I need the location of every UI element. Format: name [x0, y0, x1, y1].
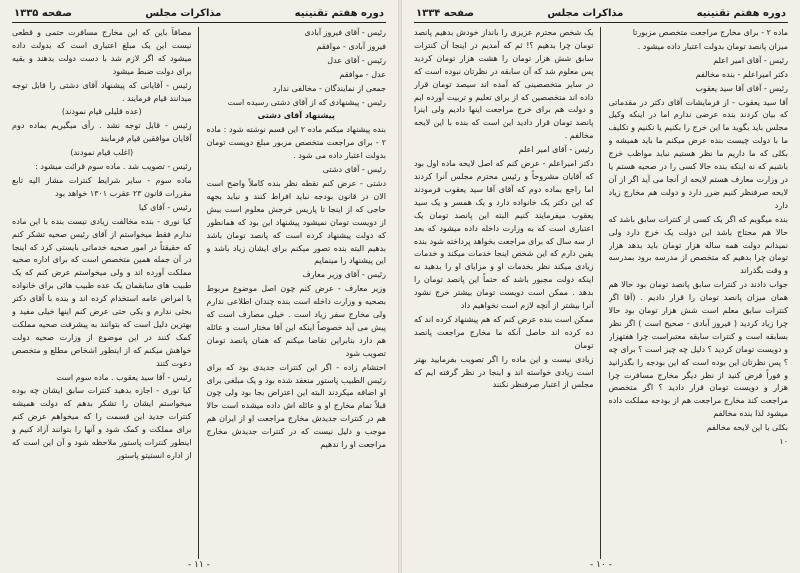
left-header-volume: دوره هفتم تقنینیه [294, 8, 384, 19]
right-page-columns [414, 27, 788, 559]
left-header-title: مذاکرات مجلس [145, 8, 222, 19]
paragraph: کیا نوری - اجازه بدهید کنترات سابق ایشان چه بوده میخواستم ایشان را تشکر بدهم که دولت همیشه کنترات جدید این قسمت را که میخواهم عرض کنم برای مملکت و کمک شود و آنها را بتوانند آزاد کنیم و اینطور کنترات پاستور ملاحظه شود و آن این است که از اداره انستیتو پاستور [12, 386, 192, 460]
paragraph: ماده ۲ - برای مخارج مراجعت متخصص مزبورتا [632, 28, 788, 37]
paragraph: دکتر امیراعلم - بنده مخالفم [695, 69, 788, 79]
paragraph: رئیس - آقای امیر اعلم [518, 145, 594, 155]
paragraph: ۱۰ [779, 437, 788, 447]
paragraph: بنده میگویم که اگر یک کسی از کنترات سابق باشد که حالا هم محتاج باشد این دولت یک خرج دارد ولی نمیدانم دولت همه ساله هزار تومان باید بدهد هزار تومان چرا بدهیم که متخصص از مدرسه برود بمدرسه و وقت بگذراند [608, 214, 788, 276]
paragraph: مصافاً باین که این مخارج مسافرت حتمی و قطعی نیست این یک مبلغ اعتباری است که بدولت داده میشود که اگر لازم شد با دست دولت بدهند و بقیه برای دولت ضبط میشود [12, 28, 192, 76]
paragraph: رئیس - آقایانی که پیشنهاد آقای دشتی را قابل توجه میدانند قیام فرمایند . [12, 80, 192, 103]
paragraph: رئیس - آقای فیروز آبادی [304, 28, 386, 37]
paragraph: رئیس - آقای آقا سید یعقوب [695, 83, 788, 93]
paragraph: عدل - موافقم [339, 69, 386, 79]
paragraph: رئیس - تصویب شد . ماده سوم قرائت میشود : [35, 162, 192, 172]
paragraph: رئیس - قابل توجه نشد . رأی میگیریم بماده دوم آقایان موافقین قیام فرمایند [12, 121, 192, 144]
left-page-header [12, 8, 386, 23]
left-page-columns [12, 27, 386, 559]
paragraph: میزان پانصد تومان بدولت اعتبار داده میشود . [637, 41, 788, 51]
paragraph: رئیس - آقای امیر اعلم [713, 55, 788, 65]
right-page-header [414, 8, 788, 23]
left-page-footer: - ۱۱ - [188, 560, 210, 570]
right-page-column-1 [609, 27, 789, 559]
paragraph: رئیس - آقا سید یعقوب . ماده سوم است [56, 372, 192, 382]
paragraph: رئیس - پیشنهادی که از آقای دشتی رسیده است [227, 97, 386, 107]
paragraph: کیا نوری - بنده مخالفت زیادی نیست بنده با این ماده ندارم فقط میخواستم از آقای رئیس صحیه تشکر کنم که حقیقتاً در امور صحیه خدماتی بایستی کرد که اینجا در آن جمله همین متخصص است که برای اداره صحیه مملکت آورده اند و ولی میخواستم عرض کنم که یک طبیب های سابقمان یک عده طبیب هائی برای خانواده یا امراض عامه استخدام کرده اند و بنده با آقای دکتر بحثی ندارم و یکی حتی عرض کنم اینها خیلی مفید و بهترین دلیل است که بتوانند به پیشرفت صحیه مملکت کمک کنند در این موضوع از وزارت صحیه دولت خواهش میکنم که از اینطور اشخاص مطلع و متخصص دعوت کنند [12, 216, 192, 368]
paragraph: وزیر معارف - عرض کنم چون اصل موضوع مربوط بصحیه و وزارت داخله است بنده چندان اطلاعی ندارم ولی مخارج سفر زیاد است . خیلی مصارف است که پیش می آید خصوصاً اینکه این آقا مختار است و عائله هم دارد بنابراین تقاضا میکنم که همان پانصد تومان تصویب شود [206, 284, 386, 358]
paragraph: آقا سید یعقوب - از فرمایشات آقای دکتر در مقدماتی که بیان کردند بنده عرضی ندارم اما در اینکه وکیل مجلس باید بگوید ما این خرج را بکنیم یا نکنیم و تکلیف ما با دولت چیست بنده عرض میکنم ما باید همیشه و بکلی که ما داریم ما نظر هستیم نباید مواظب خرج باشیم که نه اینکه بنده حالا کسی را در صحیه هستم یا در وزارت معارف هستم لایحه از آنجا می آید اگر از آن لایحه صرفنظر کنیم ضرر دارد و دولت هم مخارج زیاد دارد [608, 97, 788, 210]
paragraph: بنده پیشنهاد میکنم ماده ۲ این قسم نوشته شود : ماده ۲ - برای مراجعت متخصص مزبور مبلغ دویست تومان بدولت اعتبار داده می شود . [206, 125, 386, 161]
paragraph: دکتر امیراعلم - عرض کنم که اصل لایحه ماده اول بود که آقایان مشروحاً و رئیس محترم مجلس آنرا کردند اما راجع بماده دوم که آقای آقا سید یعقوب فرمودند که این دکتر یک خانواده دارد و یک همسر و یک سید یعقوب میفرمایند کنیم البته این پانصد تومان یک اعتباری است که به وزارت داخله داده میشود که بعد از سه سال که برای مراجعت بخواهد پرداخته شود بنده یقین دارم که این شخص اینجا خدمات میکند و خدمات زیادی میکند نظر بخدمات او و مزایای او را بدهید نه اینکه دولت مجبور باشد که حتماً این پانصد تومان را بدهد . ممکن است دویست تومان بیشتر خرج نشود آنرا بیشتر از آنچه لازم است نخواهیم داد [414, 159, 594, 311]
paragraph: بکلی با این لایحه مخالفم [706, 423, 788, 433]
parenthetical-note: (اغلب قیام نمودند) [70, 148, 134, 158]
paragraph: رئیس - آقای عدل [327, 55, 386, 65]
right-page-column-2 [414, 27, 601, 559]
paragraph: ماده سوم - سایر شرایط کنترات مشار الیه تابع مقررات قانون ۲۳ عقرب ۱۳۰۱ خواهد بود [12, 175, 192, 198]
paragraph: رئیس - آقای دشتی [322, 165, 386, 175]
right-page [402, 0, 800, 573]
paragraph: ممکن است بنده عرض کنم که هم پیشنهاد کرده اند که ده کرده اند حاصل آنکه ما مخارج مراجعت پانصد تومان [414, 314, 594, 350]
left-page-column-2 [12, 27, 199, 559]
paragraph: رئیس - آقای وزیر معارف [302, 270, 386, 280]
paragraph: فیروز آبادی - موافقم [316, 41, 386, 51]
right-header-volume: دوره هفتم تقنینیه [696, 8, 786, 19]
right-page-footer: - ۱۰ - [590, 560, 612, 570]
right-header-title: مذاکرات مجلس [547, 8, 624, 19]
paragraph: احتشام زاده - اگر این کنترات جدیدی بود که برای رئیس الطبیب پاستور منعقد شده بود و یک مبلغی برای او اضافه میکردند البته این اعتراض بجا بود ولی چون قبلاً تمام مخارج او و عائله اش داده میشده است حالا هم در کنترات جدیدش مخارج مراجعت او از ایران هم موجب و دلیل نیست که در کنترات جدیدش مخارج مراجعت او را ندهیم [206, 362, 386, 450]
paragraph: یک شخص محترم عزیزی را بانداز خودش بدهیم پانصد تومان چرا بدهیم ؟! ثم که آمدیم در اینجا آن کنترات سابق شش هزار تومان را هشت هزار تومان کردید پس معلوم شد که آن سابقه در نظرتان نبوده است که در سایر متخصصینی که آمده اند سیصد تومان قرار داده اند متخصصین که از برای تعلیم و تربیت آورده ایم و دولت هم برای خرج مراجعت اینها دادیم ولی اینرا پانصد تومان قرار دادید این است که بنده با این لایحه مخالفم . [414, 28, 594, 141]
left-header-page-number: صفحه ۱۳۳۵ [14, 8, 73, 19]
left-page [0, 0, 398, 573]
paragraph: جواب دادند در کنترات سابق پانصد تومان بود حالا هم همان میزان پانصد تومان را قرار دادیم . (آقا اگر کنترات سابق معلم است شش هزار تومان بود حالا چرا زیاد کردید ( فیروز آبادی - صحیح است ) اگر نظر بسابقه است و کنترات سابقه معتبراست چرا هفتهزار و دویست تومان کردید ؟ دلیل چه چیز است ؟ برای چه ؟ پس نظرتان این بوده است که این بودجه را بگذرانید و فوراً فرض کنید از نظر دیگر مخارج مسافرت چرا هزار و دویست تومان قرار دادید ؟ اگر متخصص مراجعت کند مخارج مراجعت هم از بودجه مملکت داده میشود لذا بنده مخالفم [608, 280, 788, 419]
left-page-column-1 [207, 27, 387, 559]
paragraph: زیادی نیست و این ماده را اگر تصویب بفرمایید بهتر است زیادی خواسته اند و اینجا در نظر گرفته ایم که مجلس از اعتبار صرفنظر نکنند [414, 354, 594, 390]
paragraph: دشتی - عرض کنم نقطه نظر بنده کاملاً واضح است الان در قانون بودجه نباید افراط کنند و نباید بجهه حاجی که از اینجا تا پاریس خرجش معلوم است بیش از دویست تومان نمیشود پیشنهاد این بود که همانطور که دولت پیشنهاد کرده است که پانصد تومان باشد بدهیم البته بنده تصور میکنم برای ایشان زیاد باشد و این پیشنهاد را مینمایم [206, 178, 386, 266]
section-heading: پیشنهاد آقای دشتی [257, 111, 335, 121]
paragraph: رئیس - آقای کیا [138, 202, 192, 212]
paragraph: جمعی از نمایندگان - مخالفی ندارد [272, 83, 386, 93]
right-header-page-number: صفحه ۱۳۳۴ [416, 8, 475, 19]
parenthetical-note: (عده قلیلی قیام نمودند) [61, 107, 142, 117]
